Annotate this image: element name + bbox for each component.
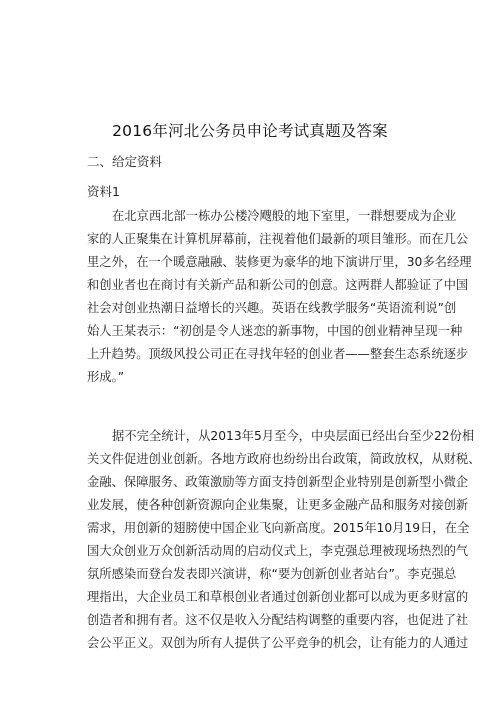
paragraph-line: 创造者和拥有者。这不仅是收入分配结构调整的重要内容，也促进了社 xyxy=(87,613,469,627)
paragraph-2 xyxy=(87,425,481,655)
paragraph-line: 据不完全统计，从2013年5月至今，中央层面已经出台至少22份相 xyxy=(112,429,475,443)
paragraph-line: 家的人正聚集在计算机屏幕前，注视着他们最新的项目雏形。而在几公 xyxy=(87,232,469,246)
paragraph-line: 关文件促进创业创新。各地方政府也纷纷出台政策，简政放权，从财税、 xyxy=(87,452,481,466)
section-heading: 二、给定资料 xyxy=(87,154,163,169)
paragraph-line: 在北京西北部一栋办公楼冷飕般的地下室里，一群想要成为企业 xyxy=(112,209,457,223)
paragraph-line: 里之外，在一个暖意融融、装修更为豪华的地下演讲厅里，30多名经理 xyxy=(87,255,472,269)
paragraph-line: 国大众创业万众创新活动周的启动仪式上，李克强总理被现场热烈的气 xyxy=(87,544,469,558)
paragraph-line: 上升趋势。顶级风投公司正在寻找年轻的创业者——整套生态系统逐步 xyxy=(87,347,469,361)
paragraph-line: 氛所感染而登台发表即兴演讲，称“要为创新创业者站台”。李克强总 xyxy=(87,567,457,581)
paragraph-line: 会公平正义。双创为所有人提供了公平竞争的机会，让有能力的人通过 xyxy=(87,636,469,650)
paragraph-line: 社会对创业热潮日益增长的兴趣。英语在线教学服务“英语流利说”创 xyxy=(87,301,457,315)
paragraph-line: 和创业者也在商讨有关新产品和新公司的创意。这两群人都验证了中国 xyxy=(87,278,469,292)
paragraph-line: 金融、保障服务、政策激励等方面支持创新型企业特别是创新型小微企 xyxy=(87,475,469,489)
paragraph-line: 形成。” xyxy=(87,370,125,384)
paragraph-1 xyxy=(87,205,472,389)
material-heading: 资料1 xyxy=(87,184,120,199)
document-title: 2016年河北公务员申论考试真题及答案 xyxy=(112,122,388,140)
paragraph-line: 业发展，使各种创新资源向企业集聚，让更多金融产品和服务对接创新 xyxy=(87,498,469,512)
paragraph-line: 需求，用创新的翅膀使中国企业飞向新高度。2015年10月19日，在全 xyxy=(87,521,470,535)
paragraph-line: 理指出，大企业员工和草根创业者通过创新创业都可以成为更多财富的 xyxy=(87,590,469,604)
paragraph-line: 始人王某表示：“初创是令人迷恋的新事物，中国的创业精神呈现一种 xyxy=(87,324,463,338)
